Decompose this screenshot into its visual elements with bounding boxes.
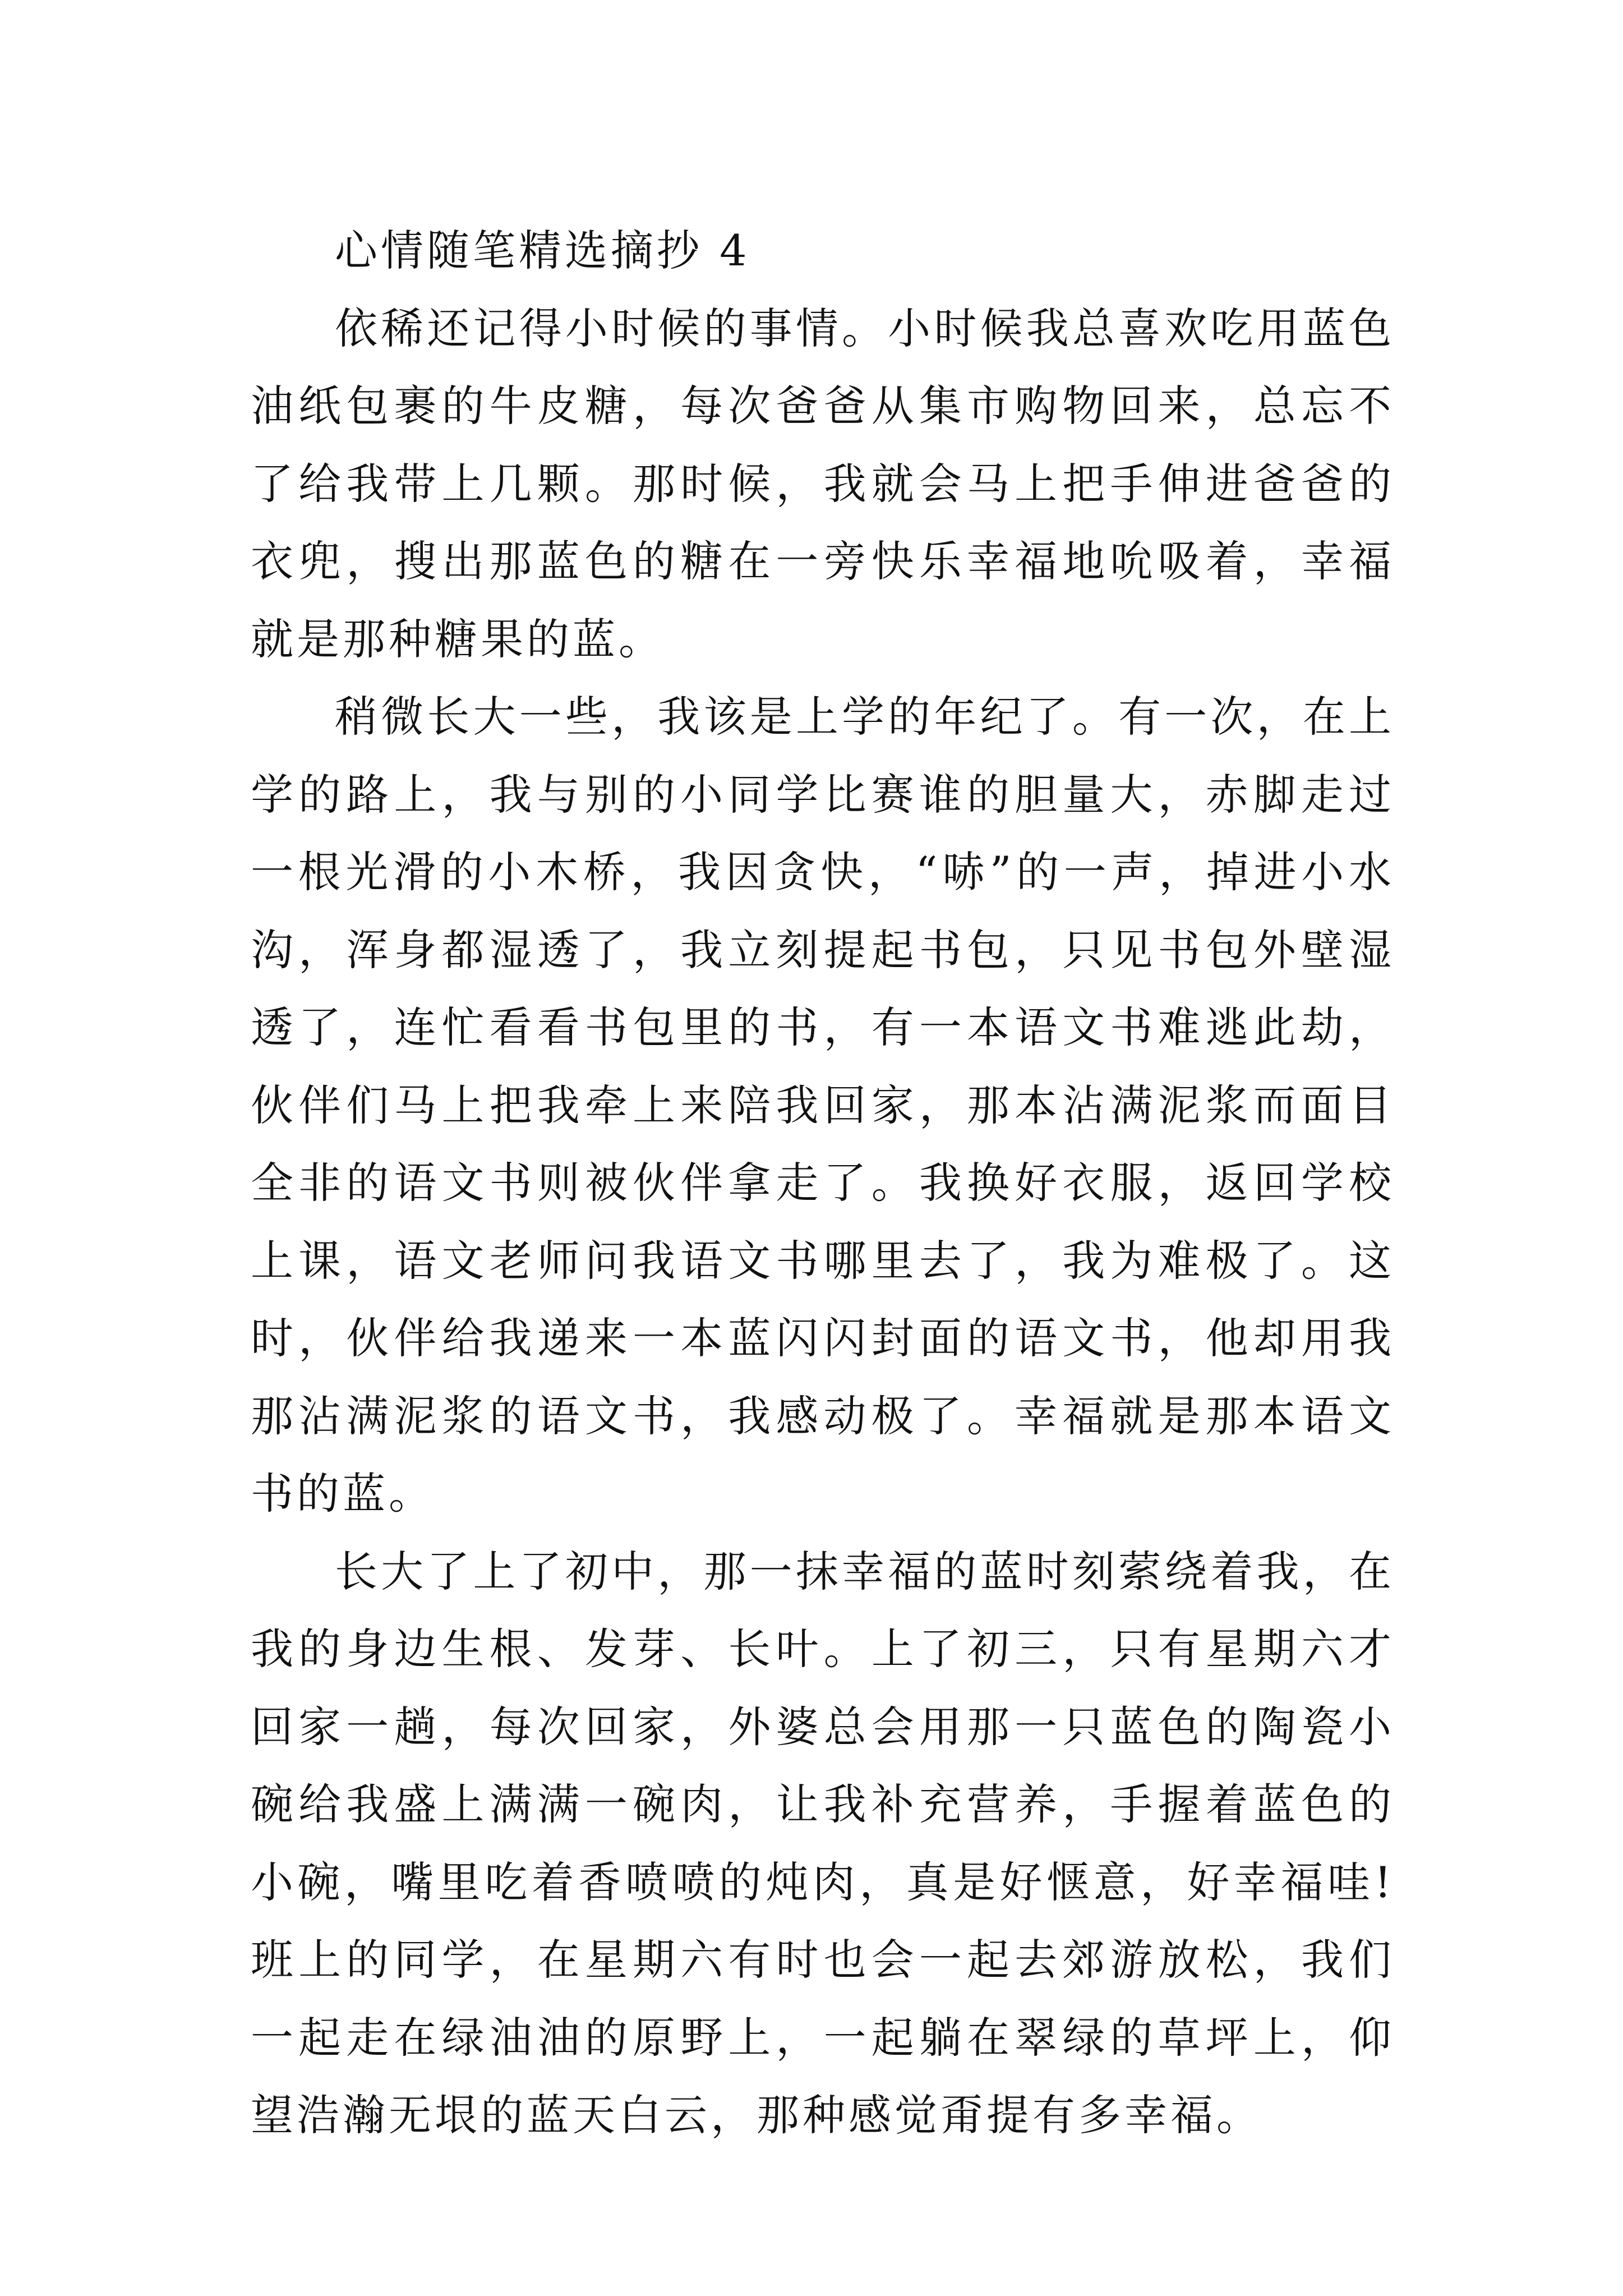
paragraph-3: 长大了上了初中，那一抹幸福的蓝时刻萦绕着我，在我的身边生根、发芽、长叶。上了初三，只有星期六才回家一趟，每次回家，外婆总会用那一只蓝色的陶瓷小碗给我盛上满满一碗肉，让我补充营养，手握着蓝色的小碗，嘴里吃着香喷喷的炖肉，真是好惬意，好幸福哇!班上的同学，在星期六有时也会一起去郊游放松，我们一起走在绿油油的原野上，一起躺在翠绿的草坪上，仰望浩瀚无垠的蓝天白云，那种感觉甭提有多幸福。 [251, 1546, 1395, 2140]
document-body [251, 212, 1395, 2155]
paragraph-2: 稍微长大一些，我该是上学的年纪了。有一次，在上学的路上，我与别的小同学比赛谁的胆量大，赤脚走过一根光滑的小木桥，我因贪快，“哧”的一声，掉进小水沟，浑身都湿透了，我立刻提起书包，只见书包外壁湿透了，连忙看看书包里的书，有一本语文书难逃此劫，伙伴们马上把我牵上来陪我回家，那本沾满泥浆而面目全非的语文书则被伙伴拿走了。我换好衣服，返回学校上课，语文老师问我语文书哪里去了，我为难极了。这时，伙伴给我递来一本蓝闪闪封面的语文书，他却用我那沾满泥浆的语文书，我感动极了。幸福就是那本语文书的蓝。 [251, 692, 1395, 1519]
document-title: 心情随笔精选摘抄 4 [335, 226, 750, 275]
paragraph-1: 依稀还记得小时候的事情。小时候我总喜欢吃用蓝色油纸包裹的牛皮糖，每次爸爸从集市购物回来，总忘不了给我带上几颗。那时候，我就会马上把手伸进爸爸的衣兜，搜出那蓝色的糖在一旁快乐幸福地吮吸着，幸福就是那种糖果的蓝。 [251, 303, 1395, 664]
